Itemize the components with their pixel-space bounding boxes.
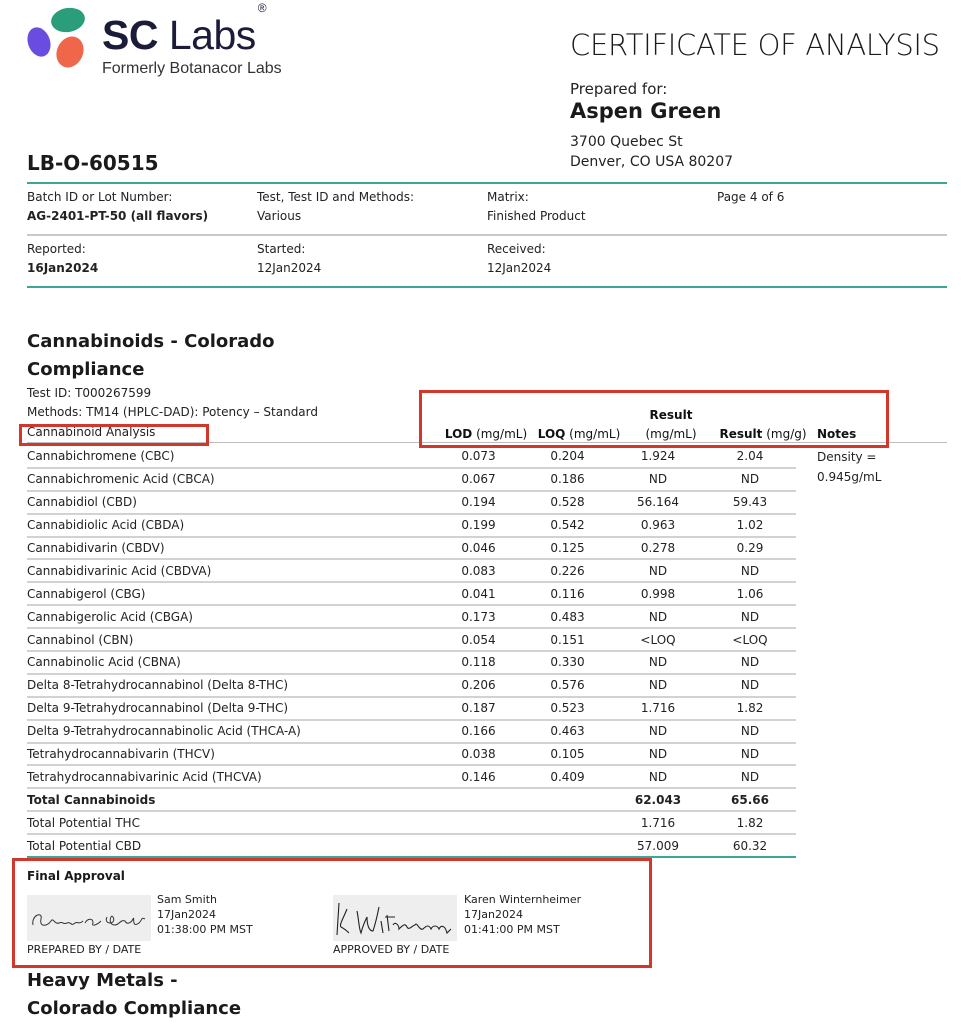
table-cell: 0.151 bbox=[523, 628, 612, 651]
table-cell: 0.187 bbox=[434, 697, 523, 720]
table-cell: 0.054 bbox=[434, 628, 523, 651]
table-cell bbox=[523, 811, 612, 834]
table-row bbox=[27, 605, 796, 628]
table-cell bbox=[523, 834, 612, 857]
table-cell: 1.02 bbox=[704, 514, 796, 537]
table-cell: ND bbox=[612, 765, 704, 788]
table-cell: 0.194 bbox=[434, 491, 523, 514]
next-section-line-1: Heavy Metals - bbox=[27, 970, 178, 991]
preparer-info bbox=[157, 892, 253, 937]
table-cell: 0.963 bbox=[612, 514, 704, 537]
approver-name: Karen Winternheimer bbox=[464, 893, 582, 906]
table-cell: 0.073 bbox=[434, 445, 523, 468]
table-cell: Delta 9-Tetrahydrocannabinol (Delta 9-THC) bbox=[27, 697, 434, 720]
col-result-g: Result (mg/g) bbox=[719, 427, 807, 441]
signature-icon bbox=[333, 895, 457, 941]
table-row bbox=[27, 537, 796, 560]
table-cell: 0.105 bbox=[523, 743, 612, 766]
prepared-for-label: Prepared for: bbox=[570, 80, 668, 98]
table-row bbox=[27, 765, 796, 788]
address-line-1: 3700 Quebec St bbox=[570, 134, 683, 150]
approver-info bbox=[464, 892, 581, 937]
table-cell: Cannabidiolic Acid (CBDA) bbox=[27, 514, 434, 537]
lab-id: LB-O-60515 bbox=[27, 151, 159, 175]
test-label: Test, Test ID and Methods: bbox=[257, 190, 414, 204]
table-cell: ND bbox=[704, 674, 796, 697]
table-cell: 59.43 bbox=[704, 491, 796, 514]
col-lod: LOD (mg/mL) bbox=[444, 427, 528, 441]
total-row bbox=[27, 834, 796, 857]
table-row bbox=[27, 697, 796, 720]
table-cell: 0.330 bbox=[523, 651, 612, 674]
table-cell: 1.06 bbox=[704, 582, 796, 605]
batch-label: Batch ID or Lot Number: bbox=[27, 190, 173, 204]
table-cell: 0.083 bbox=[434, 559, 523, 582]
table-cell: 2.04 bbox=[704, 445, 796, 468]
brand-tagline: Formerly Botanacor Labs bbox=[102, 60, 282, 77]
table-cell: Cannabigerol (CBG) bbox=[27, 582, 434, 605]
notes-line-1: Density = bbox=[817, 450, 877, 464]
table-cell bbox=[434, 834, 523, 857]
table-cell: 0.226 bbox=[523, 559, 612, 582]
logo-mark-icon bbox=[26, 6, 90, 70]
received-value: 12Jan2024 bbox=[487, 261, 552, 275]
table-row bbox=[27, 468, 796, 491]
table-cell: Cannabichromene (CBC) bbox=[27, 445, 434, 468]
table-row bbox=[27, 445, 796, 468]
table-cell: 0.409 bbox=[523, 765, 612, 788]
reported-value: 16Jan2024 bbox=[27, 261, 99, 275]
reported-info bbox=[27, 240, 98, 278]
table-cell: ND bbox=[704, 651, 796, 674]
table-cell: ND bbox=[612, 559, 704, 582]
signature-icon bbox=[27, 895, 151, 941]
table-row bbox=[27, 582, 796, 605]
col-notes: Notes bbox=[817, 427, 857, 441]
table-cell: ND bbox=[612, 468, 704, 491]
table-cell: 0.116 bbox=[523, 582, 612, 605]
table-cell: 0.186 bbox=[523, 468, 612, 491]
test-id: Test ID: T000267599 bbox=[27, 386, 152, 400]
table-cell bbox=[523, 788, 612, 811]
section-title bbox=[27, 328, 275, 384]
table-cell: Delta 8-Tetrahydrocannabinol (Delta 8-THC) bbox=[27, 674, 434, 697]
table-cell: 1.716 bbox=[612, 811, 704, 834]
matrix-value: Finished Product bbox=[487, 209, 586, 223]
table-cell: 56.164 bbox=[612, 491, 704, 514]
batch-value: AG-2401-PT-50 (all flavors) bbox=[27, 209, 209, 223]
table-cell: ND bbox=[704, 559, 796, 582]
table-row bbox=[27, 514, 796, 537]
table-cell: 0.528 bbox=[523, 491, 612, 514]
approver-date: 17Jan2024 bbox=[464, 908, 523, 921]
table-row bbox=[27, 559, 796, 582]
next-section-title bbox=[27, 967, 241, 1023]
divider bbox=[27, 234, 947, 236]
matrix-info bbox=[487, 188, 586, 226]
table-cell: 0.998 bbox=[612, 582, 704, 605]
table-cell: 0.29 bbox=[704, 537, 796, 560]
table-cell: 0.173 bbox=[434, 605, 523, 628]
sc-labs-logo bbox=[26, 1, 316, 86]
table-cell: 0.206 bbox=[434, 674, 523, 697]
table-cell: 1.82 bbox=[704, 811, 796, 834]
page-number: Page 4 of 6 bbox=[717, 190, 785, 204]
notes-density bbox=[817, 447, 881, 487]
table-cell: Cannabichromenic Acid (CBCA) bbox=[27, 468, 434, 491]
started-value: 12Jan2024 bbox=[257, 261, 322, 275]
table-cell: 0.463 bbox=[523, 720, 612, 743]
table-row bbox=[27, 491, 796, 514]
table-cell: 0.576 bbox=[523, 674, 612, 697]
test-value: Various bbox=[257, 209, 302, 223]
table-cell: 60.32 bbox=[704, 834, 796, 857]
table-cell: 65.66 bbox=[704, 788, 796, 811]
table-cell: Cannabidivarin (CBDV) bbox=[27, 537, 434, 560]
received-label: Received: bbox=[487, 242, 546, 256]
total-row bbox=[27, 811, 796, 834]
preparer-name: Sam Smith bbox=[157, 893, 217, 906]
preparer-time: 01:38:00 PM MST bbox=[157, 923, 253, 936]
table-cell: ND bbox=[612, 651, 704, 674]
notes-line-2: 0.945g/mL bbox=[817, 470, 882, 484]
table-row bbox=[27, 674, 796, 697]
table-cell: Total Cannabinoids bbox=[27, 788, 434, 811]
matrix-label: Matrix: bbox=[487, 190, 529, 204]
next-section-line-2: Colorado Compliance bbox=[27, 998, 242, 1019]
received-info bbox=[487, 240, 551, 278]
table-cell: 0.483 bbox=[523, 605, 612, 628]
approved-by-label: APPROVED BY / DATE bbox=[333, 943, 450, 956]
table-row bbox=[27, 628, 796, 651]
final-approval-title: Final Approval bbox=[27, 869, 125, 883]
table-cell: Delta 9-Tetrahydrocannabinolic Acid (THCA-A) bbox=[27, 720, 434, 743]
table-cell: ND bbox=[612, 743, 704, 766]
table-cell: ND bbox=[612, 674, 704, 697]
table-cell bbox=[434, 788, 523, 811]
table-row bbox=[27, 720, 796, 743]
table-cell: Tetrahydrocannabivarinic Acid (THCVA) bbox=[27, 765, 434, 788]
highlight-column-headers bbox=[419, 390, 889, 448]
reported-label: Reported: bbox=[27, 242, 86, 256]
table-cell: Total Potential THC bbox=[27, 811, 434, 834]
test-info bbox=[257, 188, 414, 226]
divider bbox=[27, 286, 947, 288]
cannabinoid-table bbox=[27, 445, 796, 858]
table-cell bbox=[434, 811, 523, 834]
highlight-analysis-label bbox=[19, 424, 209, 446]
table-cell: ND bbox=[612, 720, 704, 743]
batch-info bbox=[27, 188, 208, 226]
table-cell: Cannabidivarinic Acid (CBDVA) bbox=[27, 559, 434, 582]
table-cell: 0.278 bbox=[612, 537, 704, 560]
table-cell: Cannabinol (CBN) bbox=[27, 628, 434, 651]
approver-time: 01:41:00 PM MST bbox=[464, 923, 560, 936]
table-cell: ND bbox=[704, 468, 796, 491]
table-cell: Total Potential CBD bbox=[27, 834, 434, 857]
address-line-2: Denver, CO USA 80207 bbox=[570, 154, 734, 170]
table-cell: 0.523 bbox=[523, 697, 612, 720]
prepared-by-label: PREPARED BY / DATE bbox=[27, 943, 142, 956]
table-cell: Cannabidiol (CBD) bbox=[27, 491, 434, 514]
table-cell: 0.118 bbox=[434, 651, 523, 674]
table-cell: 1.924 bbox=[612, 445, 704, 468]
table-cell: 0.199 bbox=[434, 514, 523, 537]
methods: Methods: TM14 (HPLC-DAD): Potency – Standard bbox=[27, 405, 318, 419]
divider bbox=[27, 182, 947, 184]
table-cell: 0.046 bbox=[434, 537, 523, 560]
table-cell: <LOQ bbox=[612, 628, 704, 651]
table-row bbox=[27, 743, 796, 766]
preparer-signature bbox=[27, 895, 151, 941]
table-cell: Tetrahydrocannabivarin (THCV) bbox=[27, 743, 434, 766]
table-cell: 0.542 bbox=[523, 514, 612, 537]
client-address bbox=[570, 132, 733, 172]
analysis-label: Cannabinoid Analysis bbox=[27, 425, 156, 439]
document-title: CERTIFICATE OF ANALYSIS bbox=[570, 28, 940, 62]
col-loq: LOQ (mg/mL) bbox=[537, 427, 621, 441]
table-cell: ND bbox=[704, 765, 796, 788]
section-title-line-1: Cannabinoids - Colorado bbox=[27, 331, 275, 352]
table-cell: 1.82 bbox=[704, 697, 796, 720]
preparer-date: 17Jan2024 bbox=[157, 908, 216, 921]
section-title-line-2: Compliance bbox=[27, 359, 145, 380]
table-cell: 0.067 bbox=[434, 468, 523, 491]
table-cell: 0.125 bbox=[523, 537, 612, 560]
table-cell: 0.041 bbox=[434, 582, 523, 605]
table-cell: <LOQ bbox=[704, 628, 796, 651]
table-cell: 1.716 bbox=[612, 697, 704, 720]
started-label: Started: bbox=[257, 242, 306, 256]
table-cell: Cannabigerolic Acid (CBGA) bbox=[27, 605, 434, 628]
table-cell: 0.166 bbox=[434, 720, 523, 743]
table-cell: 0.038 bbox=[434, 743, 523, 766]
table-cell: 0.146 bbox=[434, 765, 523, 788]
brand-name: SC Labs® bbox=[102, 1, 267, 58]
table-cell: 57.009 bbox=[612, 834, 704, 857]
table-cell: ND bbox=[704, 720, 796, 743]
table-row bbox=[27, 651, 796, 674]
table-cell: 0.204 bbox=[523, 445, 612, 468]
table-cell: ND bbox=[612, 605, 704, 628]
table-cell: Cannabinolic Acid (CBNA) bbox=[27, 651, 434, 674]
table-cell: 62.043 bbox=[612, 788, 704, 811]
table-cell: ND bbox=[704, 605, 796, 628]
client-name: Aspen Green bbox=[570, 99, 722, 123]
col-result-ml: Result (mg/mL) bbox=[645, 408, 697, 441]
total-row bbox=[27, 788, 796, 811]
table-cell: ND bbox=[704, 743, 796, 766]
approver-signature bbox=[333, 895, 457, 941]
started-info bbox=[257, 240, 321, 278]
